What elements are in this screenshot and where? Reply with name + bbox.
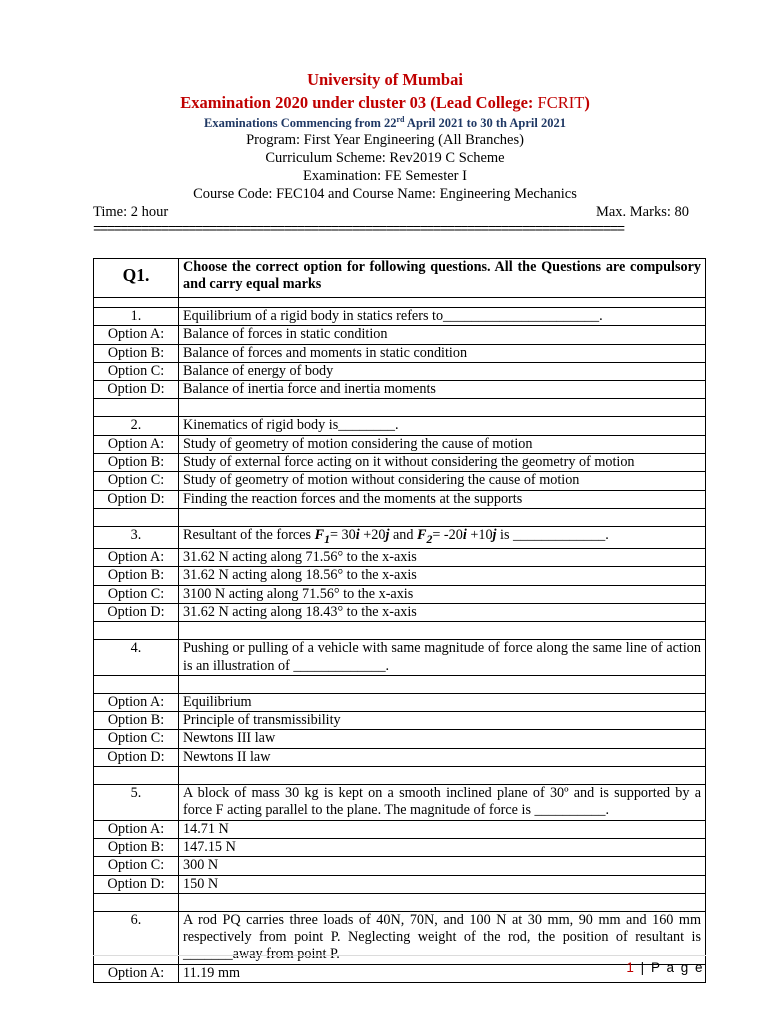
separator-line: ==============================================================================	[93, 222, 624, 238]
page-footer	[626, 960, 704, 975]
option-text: Equilibrium	[179, 693, 706, 711]
option-label: Option A:	[94, 326, 179, 344]
option-text: Principle of transmissibility	[179, 712, 706, 730]
option-text: 11.19 mm	[179, 964, 706, 982]
option-label: Option B:	[94, 712, 179, 730]
option-label: Option A:	[94, 820, 179, 838]
question-row	[94, 785, 706, 821]
lead-college: FCRIT	[537, 93, 585, 112]
option-label: Option A:	[94, 693, 179, 711]
option-row	[94, 838, 706, 856]
option-text: Balance of energy of body	[179, 362, 706, 380]
university-title: University of Mumbai	[307, 70, 463, 89]
page-separator: |	[640, 960, 646, 975]
option-text: 3100 N acting along 71.56° to the x-axis	[179, 585, 706, 603]
option-text: 31.62 N acting along 71.56° to the x-axis	[179, 549, 706, 567]
examination-title: Examination 2020 under cluster 03 (Lead College: FCRIT)	[180, 93, 590, 112]
option-row	[94, 490, 706, 508]
q1-instruction: Choose the correct option for following questions. All the Questions are compulsory and carry equal marks	[179, 259, 706, 298]
option-label: Option D:	[94, 603, 179, 621]
q1-label: Q1.	[94, 259, 179, 298]
option-row	[94, 567, 706, 585]
question-text: Resultant of the forces $F_1= 30i +20j$ and $F_2= -20i +10j$ is _____________.	[179, 526, 706, 548]
examination-line: Examination: FE Semester I	[303, 168, 467, 184]
option-label: Option D:	[94, 875, 179, 893]
option-text: Finding the reaction forces and the moments at the supports	[179, 490, 706, 508]
option-text: 147.15 N	[179, 838, 706, 856]
question-row	[94, 308, 706, 326]
option-text: Newtons III law	[179, 730, 706, 748]
option-label: Option D:	[94, 490, 179, 508]
question-text: Equilibrium of a rigid body in statics refers to______________________.	[179, 308, 706, 326]
program-line: Program: First Year Engineering (All Branches)	[246, 132, 524, 148]
option-row	[94, 857, 706, 875]
option-text: Study of geometry of motion without considering the cause of motion	[179, 472, 706, 490]
option-row	[94, 549, 706, 567]
course-line: Course Code: FEC104 and Course Name: Engineering Mechanics	[193, 186, 577, 202]
option-label: Option B:	[94, 567, 179, 585]
question-row	[94, 911, 706, 964]
option-row	[94, 820, 706, 838]
option-text: Balance of inertia force and inertia moments	[179, 381, 706, 399]
option-text: Study of geometry of motion considering the cause of motion	[179, 435, 706, 453]
option-row	[94, 603, 706, 621]
option-row	[94, 362, 706, 380]
option-label: Option C:	[94, 585, 179, 603]
option-text: Balance of forces and moments in static condition	[179, 344, 706, 362]
question-row	[94, 640, 706, 676]
time-label: Time: 2 hour	[93, 204, 169, 220]
option-label: Option D:	[94, 748, 179, 766]
option-text: 14.71 N	[179, 820, 706, 838]
option-text: 150 N	[179, 875, 706, 893]
option-label: Option A:	[94, 964, 179, 982]
option-label: Option A:	[94, 549, 179, 567]
option-label: Option C:	[94, 730, 179, 748]
page-word: P a g e	[650, 960, 704, 975]
option-label: Option C:	[94, 857, 179, 875]
question-number: 6.	[94, 911, 179, 964]
page-number: 1	[626, 960, 636, 975]
option-label: Option B:	[94, 344, 179, 362]
option-row	[94, 730, 706, 748]
option-label: Option C:	[94, 362, 179, 380]
option-row	[94, 454, 706, 472]
option-text: Study of external force acting on it without considering the geometry of motion	[179, 454, 706, 472]
question-text: A block of mass 30 kg is kept on a smooth inclined plane of 30º and is supported by a force F acting parallel to the plane. The magnitude of force is __________.	[179, 785, 706, 821]
question-text: Kinematics of rigid body is________.	[179, 417, 706, 435]
question-number: 3.	[94, 526, 179, 548]
option-row	[94, 435, 706, 453]
curriculum-line: Curriculum Scheme: Rev2019 C Scheme	[265, 150, 505, 166]
option-text: Newtons II law	[179, 748, 706, 766]
question-number: 5.	[94, 785, 179, 821]
option-label: Option B:	[94, 838, 179, 856]
option-label: Option B:	[94, 454, 179, 472]
option-text: Balance of forces in static condition	[179, 326, 706, 344]
question-number: 1.	[94, 308, 179, 326]
option-row	[94, 693, 706, 711]
option-label: Option D:	[94, 381, 179, 399]
option-label: Option C:	[94, 472, 179, 490]
question-row	[94, 526, 706, 548]
option-row	[94, 964, 706, 982]
option-text: 300 N	[179, 857, 706, 875]
option-row	[94, 585, 706, 603]
question-text: A rod PQ carries three loads of 40N, 70N, and 100 N at 30 mm, 90 mm and 160 mm respectively from point P. Neglecting weight of the rod, the position of resultant is _______away from point P.	[179, 911, 706, 964]
question-text: Pushing or pulling of a vehicle with same magnitude of force along the same line of action is an illustration of _____________.	[179, 640, 706, 676]
option-row	[94, 748, 706, 766]
q1-header-row	[94, 259, 706, 298]
option-label: Option A:	[94, 435, 179, 453]
option-text: 31.62 N acting along 18.43° to the x-axis	[179, 603, 706, 621]
question-number: 4.	[94, 640, 179, 676]
commencing-dates: Examinations Commencing from 22rd April 2021 to 30 th April 2021	[204, 115, 566, 131]
option-row	[94, 712, 706, 730]
question-row	[94, 417, 706, 435]
footer-divider	[93, 955, 706, 956]
option-row	[94, 344, 706, 362]
option-row	[94, 381, 706, 399]
option-row	[94, 472, 706, 490]
option-text: 31.62 N acting along 18.56° to the x-axis	[179, 567, 706, 585]
questions-table	[93, 258, 706, 983]
max-marks-label: Max. Marks: 80	[595, 204, 689, 220]
option-row	[94, 326, 706, 344]
option-row	[94, 875, 706, 893]
question-number: 2.	[94, 417, 179, 435]
